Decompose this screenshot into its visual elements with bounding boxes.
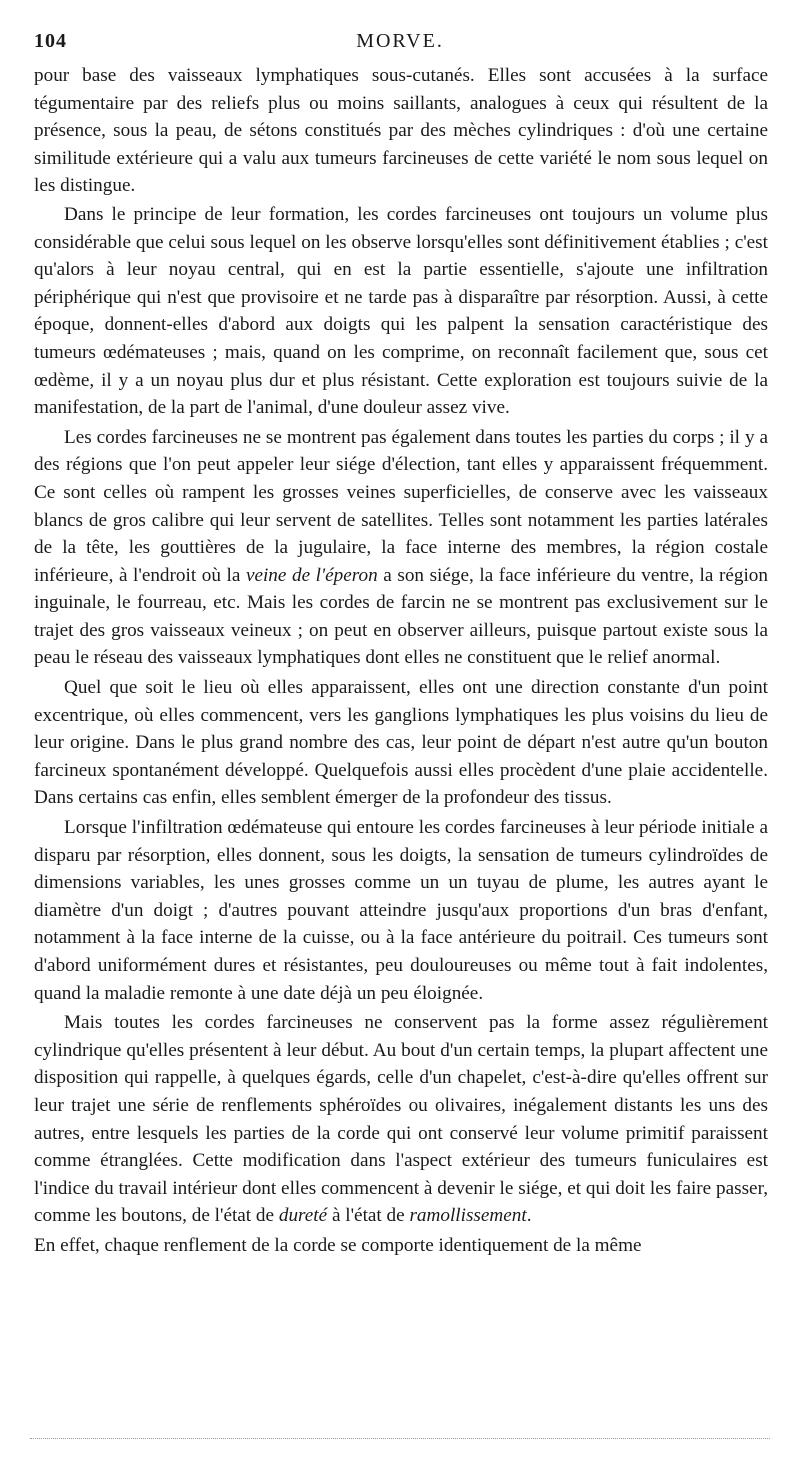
page-number: 104 xyxy=(34,30,67,52)
paragraph xyxy=(34,1232,768,1260)
paragraph xyxy=(34,814,768,1007)
paragraph xyxy=(34,1009,768,1230)
paragraph xyxy=(34,674,768,812)
text-run: Lorsque l'infiltration œdémateuse qui entoure les cordes farcineuses à leur période initiale a disparu par résorption, elles donnent, sous les doigts, la sensation de tumeurs cylindroïdes de dimensions variables, les unes grosses comme un un tuyau de plume, les autres ayant le diamètre d'un doigt ; d'autres pouvant atteindre jusqu'aux proportions d'un bras d'enfant, notamment à la face interne de la cuisse, ou à la face antérieure du poitrail. Ces tumeurs sont d'abord uniformément dures et résistantes, peu douloureuses ou même tout à fait indolentes, quand la maladie remonte à une date déjà un peu éloignée. xyxy=(34,817,768,1004)
paragraph xyxy=(34,62,768,200)
text-run: à l'état de xyxy=(327,1205,410,1227)
text-run: En effet, chaque renflement de la corde se comporte identiquement de la même xyxy=(34,1234,642,1256)
bottom-dotted-rule xyxy=(30,1438,770,1439)
text-run: pour base des vaisseaux lymphatiques sous-cutanés. Elles sont accusées à la surface tégumentaire par des reliefs plus ou moins saillants, analogues à ceux qui résultent de la présence, sous la peau, de sétons constitués par des mèches cylindriques : d'où une certaine similitude extérieure qui a valu aux tumeurs farcineuses de cette variété le nom sous lequel on les distingue. xyxy=(34,65,768,197)
text-run: . xyxy=(526,1205,532,1227)
paragraph xyxy=(34,424,768,672)
text-run: Dans le principe de leur formation, les cordes farcineuses ont toujours un volume plus considérable que celui sous lequel on les observe lorsqu'elles sont définitivement établies ; c'est qu'alors à leur noyau central, qui en est la partie essentielle, s'ajoute une infiltration périphérique qui n'est que provisoire et ne tarde pas à disparaître par résorption. Aussi, à cette époque, donnent-elles d'abord aux doigts qui les palpent la sensation caractéristique des tumeurs œdémateuses ; mais, quand on les comprime, on reconnaît facilement que, sous cet œdème, il y a un noyau plus dur et plus résistant. Cette exploration est toujours suivie de la manifestation, de la part de l'animal, d'une douleur assez vive. xyxy=(34,203,768,419)
running-head xyxy=(34,30,766,60)
body-text xyxy=(34,62,768,1260)
text-run: Quel que soit le lieu où elles apparaissent, elles ont une direction constante d'un point excentrique, où elles commencent, vers les ganglions lymphatiques les plus voisins du lieu de leur origine. Dans le plus grand nombre des cas, leur point de départ n'est autre qu'un bouton farcineux spontanément développé. Quelquefois aussi elles procèdent d'une plaie accidentelle. Dans certains cas enfin, elles semblent émerger de la profondeur des tissus. xyxy=(34,677,768,809)
italic-term: ramollissement xyxy=(409,1205,527,1227)
paragraph xyxy=(34,201,768,422)
text-run: Mais toutes les cordes farcineuses ne conservent pas la forme assez régulièrement cylindrique qu'elles présentent à leur début. Au bout d'un certain temps, la plupart affectent une disposition qui rappelle, à quelques égards, celle d'un chapelet, c'est-à-dire qu'elles offrent sur leur trajet une série de renflements sphéroïdes ou olivaires, inégalement distants les uns des autres, entre lesquels les parties de la corde qui ont conservé leur volume primitif paraissent comme étranglées. Cette modification dans l'aspect extérieur des tumeurs funiculaires est l'indice du travail intérieur dont elles commencent à devenir le siége, et qui doit les faire passer, comme les boutons, de l'état de xyxy=(34,1012,768,1227)
italic-term: veine de l'éperon xyxy=(245,564,378,586)
italic-term: dureté xyxy=(278,1205,328,1227)
text-run: Les cordes farcineuses ne se montrent pas également dans toutes les parties du corps ; il y a des régions que l'on peut appeler leur siége d'élection, tant elles y apparaissent fréquemment. Ce sont celles où rampent les grosses veines superficielles, de conserve avec les vaisseaux blancs de gros calibre qui leur servent de satellites. Telles sont notamment les parties latérales de la tête, les gouttières de la jugulaire, la face interne des membres, la région costale inférieure, à l'endroit où la xyxy=(34,426,768,586)
text-run: a son siége, la face inférieure du ventre, la région inguinale, le fourreau, etc. Mais les cordes de farcin ne se montrent pas exclusivement sur le trajet des gros vaisseaux veineux ; on peut en observer ailleurs, puisque partout existe sous la peau le réseau des vaisseaux lymphatiques dont elles ne constituent que le relief anormal. xyxy=(34,564,768,669)
running-title: MORVE. xyxy=(356,30,444,52)
